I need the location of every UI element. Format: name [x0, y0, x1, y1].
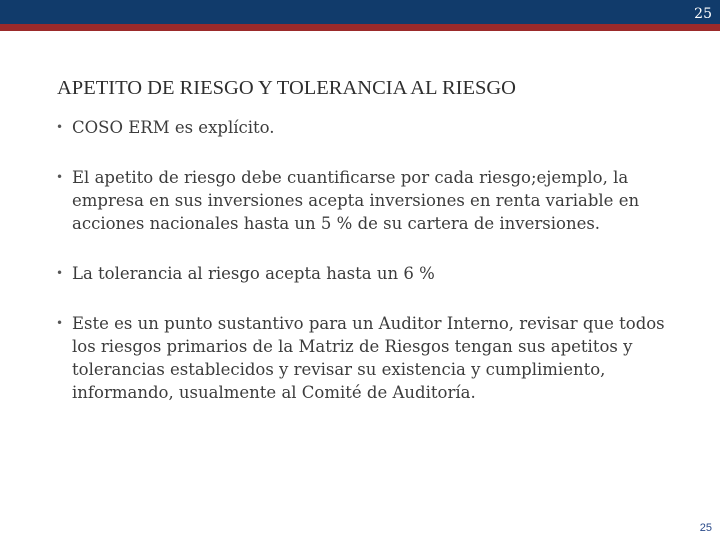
bullet-item: [56, 312, 676, 404]
bullet-dot-icon: •: [56, 170, 64, 184]
bullet-text: La tolerancia al riesgo acepta hasta un 6 %: [72, 264, 435, 283]
bullet-text: El apetito de riesgo debe cuantificarse por cada riesgo;ejemplo, la empresa en sus inversiones acepta inversiones en renta variable en acciones nacionales hasta un 5 % de su cartera de inversiones.: [72, 168, 640, 233]
bullet-dot-icon: •: [56, 266, 64, 280]
bullet-item: [56, 166, 676, 235]
bullet-item: [56, 116, 676, 139]
slide-number-top: 25: [694, 6, 712, 22]
header-bar: [0, 0, 720, 24]
header-stripe: [0, 24, 720, 31]
bullet-text: COSO ERM es explícito.: [72, 118, 275, 137]
bullet-dot-icon: •: [56, 316, 64, 330]
bullet-list: [56, 116, 676, 404]
bullet-dot-icon: •: [56, 120, 64, 134]
slide-number-bottom: 25: [699, 522, 712, 534]
slide-title: APETITO DE RIESGO Y TOLERANCIA AL RIESGO: [57, 77, 516, 99]
bullet-text: Este es un punto sustantivo para un Auditor Interno, revisar que todos los riesgos primarios de la Matriz de Riesgos tengan sus apetitos y tolerancias establecidos y revisar su existencia y cumplimiento, informando, usualmente al Comité de Auditoría.: [72, 314, 665, 402]
bullet-item: [56, 262, 676, 285]
